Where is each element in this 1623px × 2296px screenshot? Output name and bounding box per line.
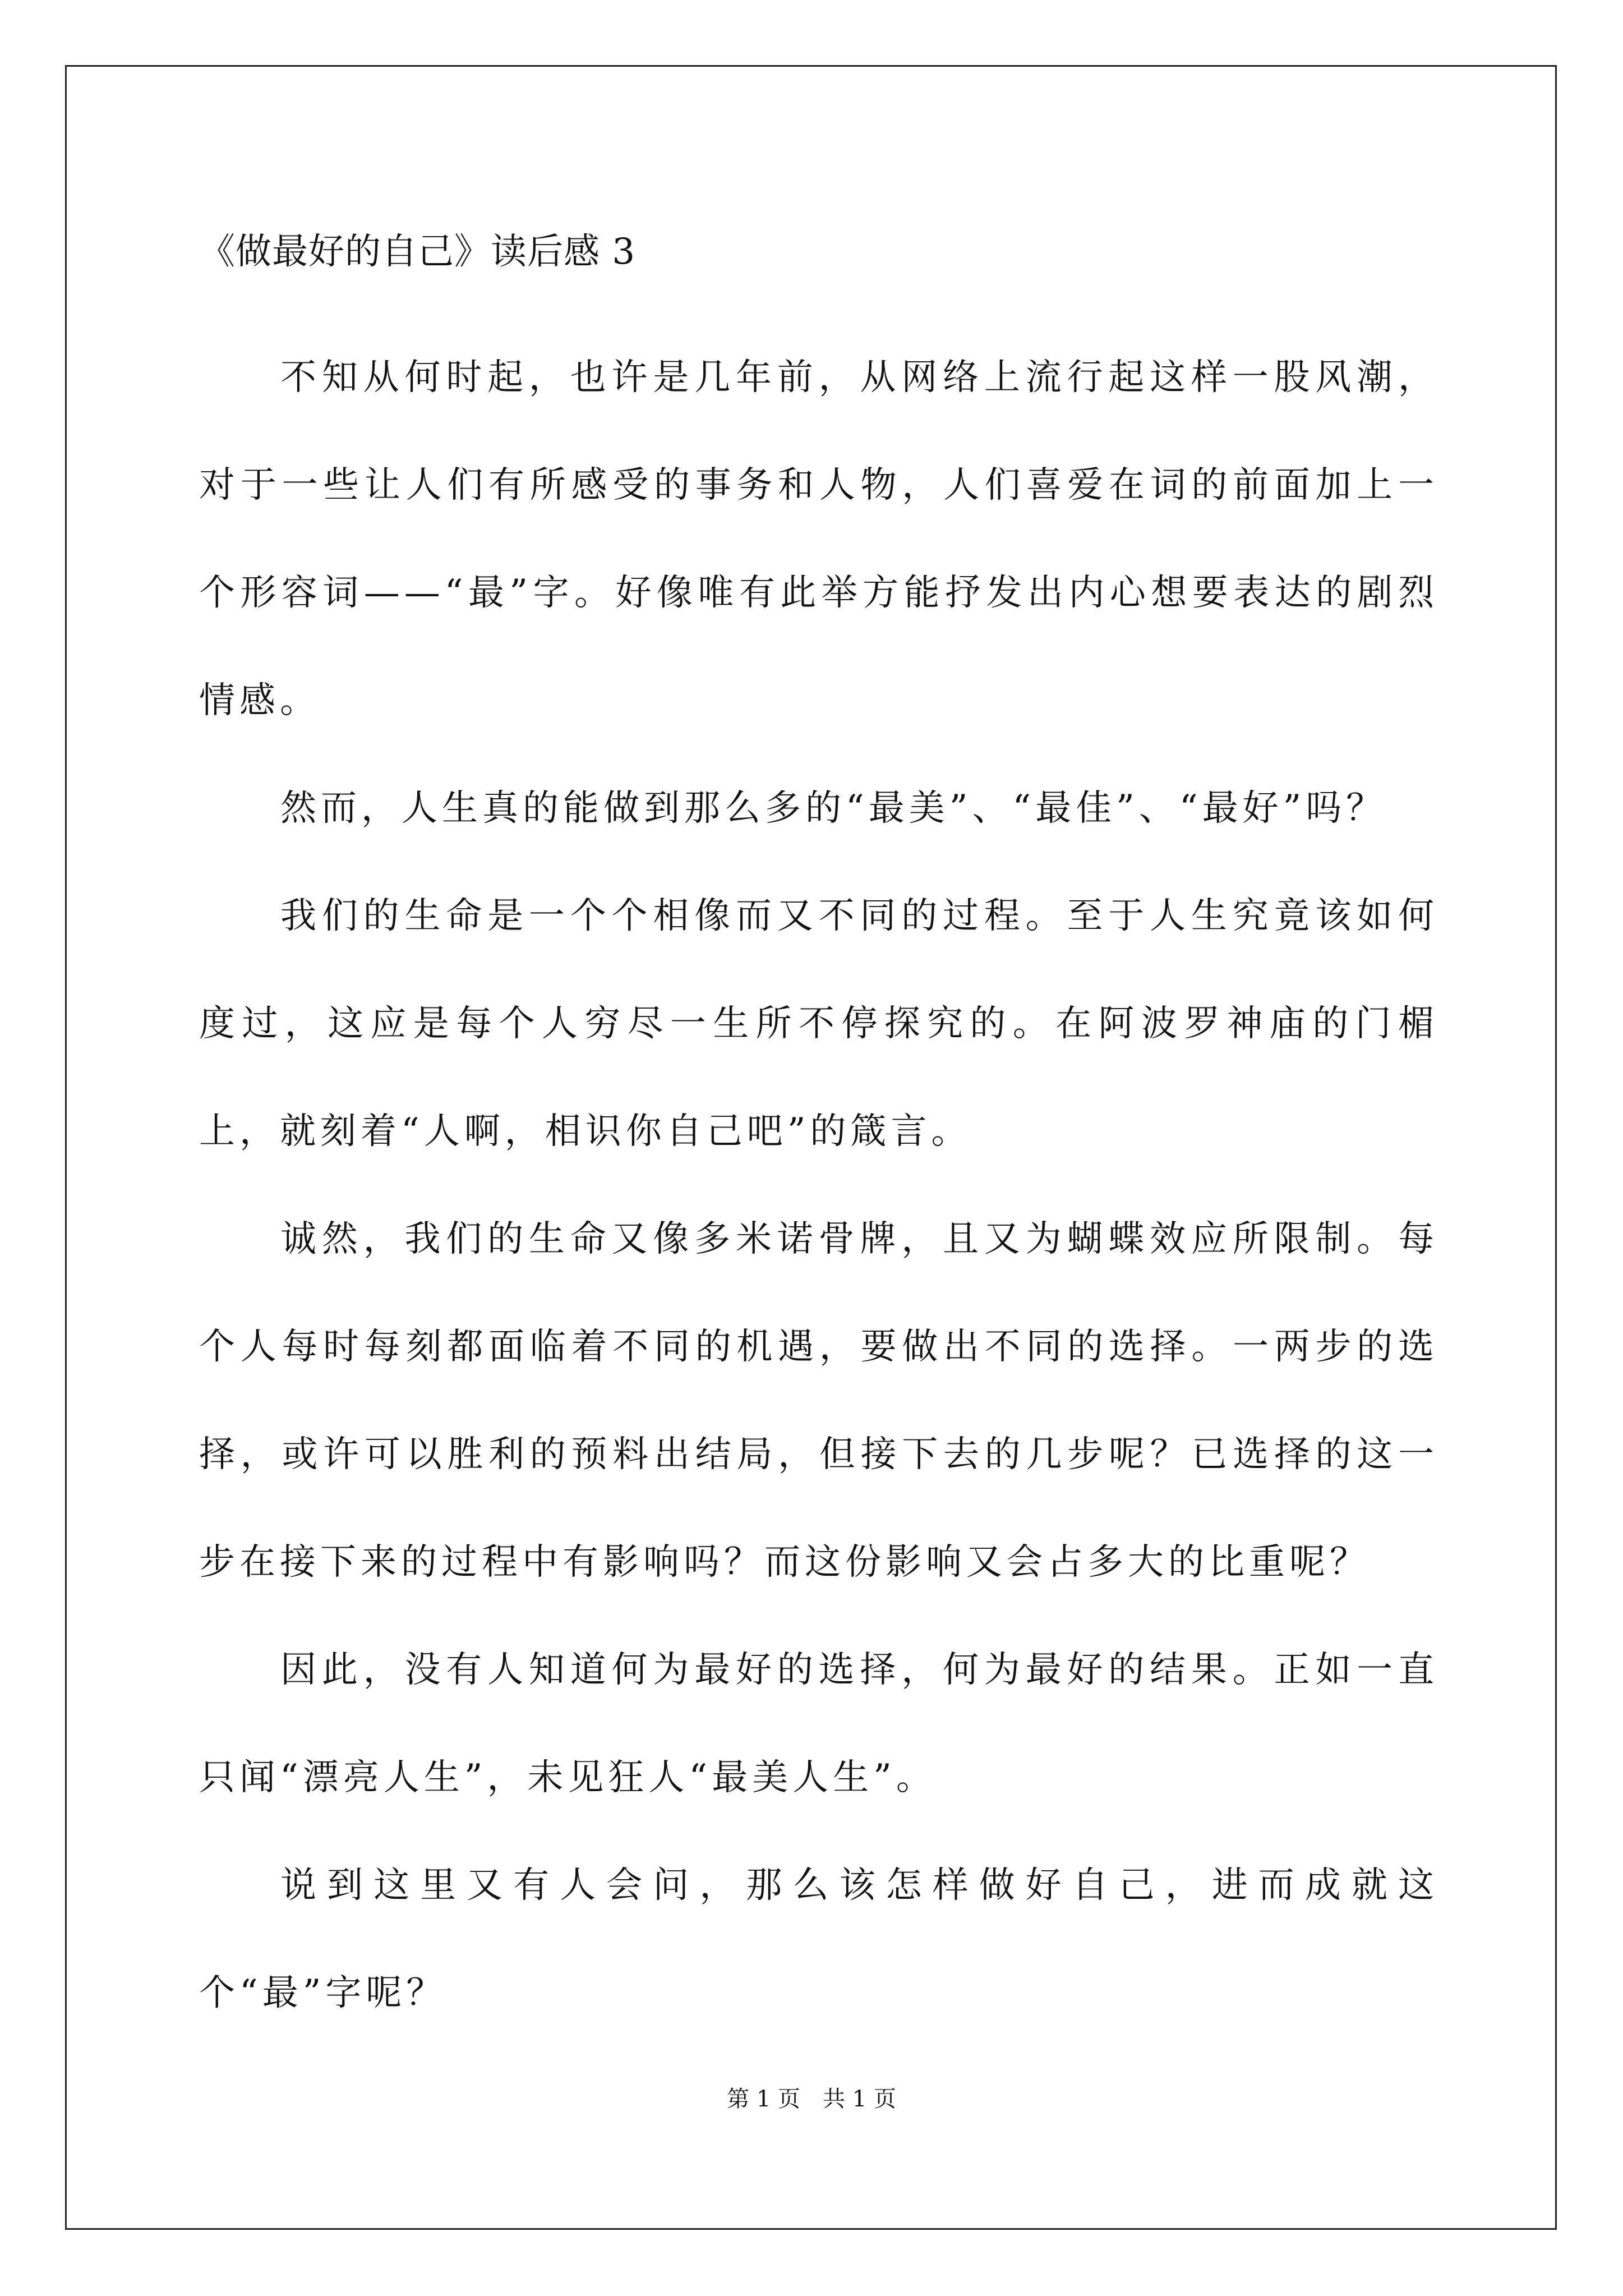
paragraph-2: 然而，人生真的能做到那么多的“最美”、“最佳”、“最好”吗？	[280, 788, 1387, 829]
paragraph-4: 诚然，我们的生命又像多米诺骨牌，且又为蝴蝶效应所限制。每个人每时每刻都面临着不同的机遇，要做出不同的选择。一两步的选择，或许可以胜利的预料出结局，但接下去的几步呢？已选择的这一步在接下来的过程中有影响吗？而这份影响又会占多大的比重呢？	[199, 1218, 1438, 1583]
paragraph-3: 我们的生命是一个个相像而又不同的过程。至于人生究竟该如何度过，这应是每个人穷尽一生所不停探究的。在阿波罗神庙的门楣上，就刻着“人啊，相识你自己吧”的箴言。	[199, 895, 1438, 1152]
page-total: 共 1 页	[823, 2086, 896, 2112]
page-number: 第 1 页	[727, 2086, 800, 2112]
page-footer	[0, 2082, 1623, 2116]
paragraph-5: 因此，没有人知道何为最好的选择，何为最好的结果。正如一直只闻“漂亮人生”，未见狂人“最美人生”。	[199, 1649, 1438, 1798]
document-title: 《做最好的自己》读后感 3	[199, 231, 636, 273]
paragraph-6: 说到这里又有人会问，那么该怎样做好自己，进而成就这个“最”字呢？	[199, 1865, 1438, 2014]
document-body	[199, 216, 1438, 2047]
paragraph-1: 不知从何时起，也许是几年前，从网络上流行起这样一股风潮，对于一些让人们有所感受的事务和人物，人们喜爱在词的前面加上一个形容词——“最”字。好像唯有此举方能抒发出内心想要表达的剧烈情感。	[199, 357, 1438, 721]
